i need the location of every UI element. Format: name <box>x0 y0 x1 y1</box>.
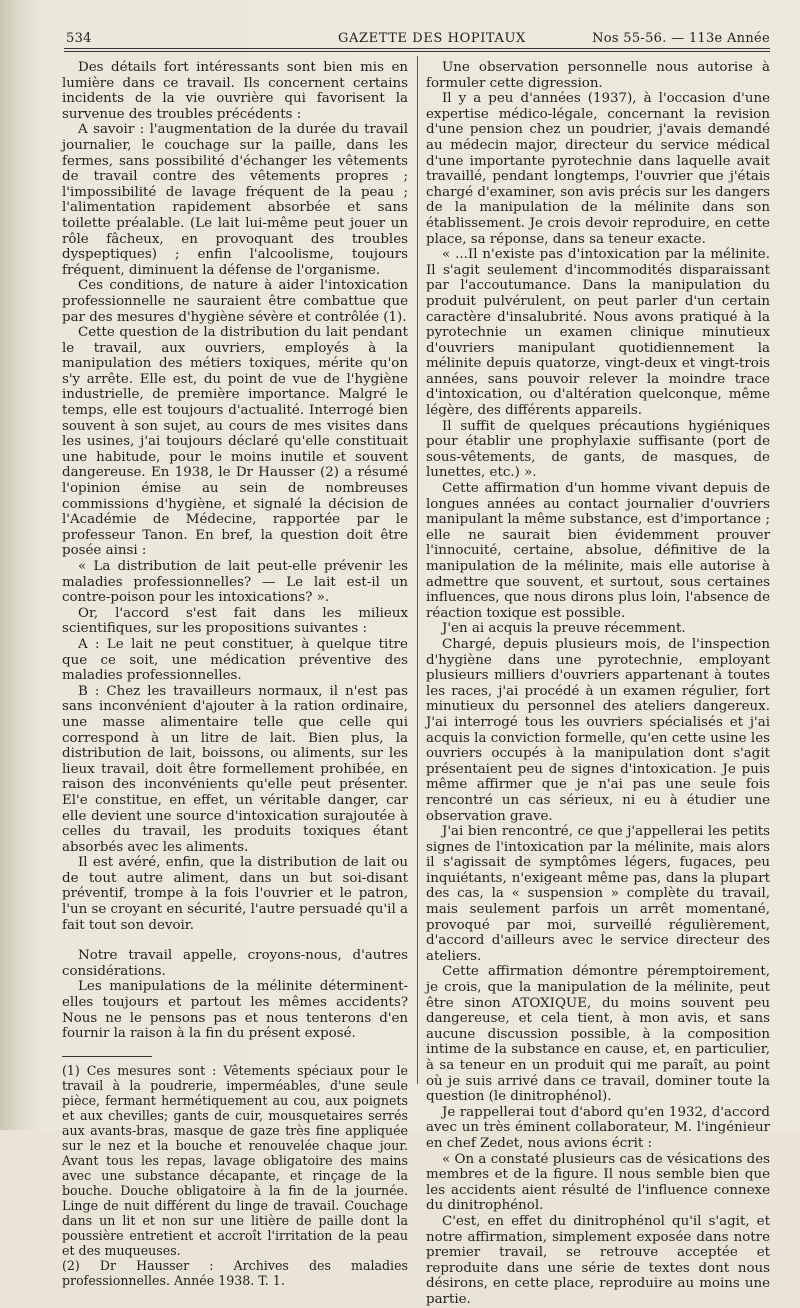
paragraph: Des détails fort intéressants sont bien mis en lumière dans ce travail. Ils concernent certains incidents de la vie ouvrière qui favorisent la survenue des troubles précédents : <box>62 60 408 122</box>
paragraph: Les manipulations de la mélinite déterminent-elles toujours et partout les mêmes accidents? Nous ne le pensons pas et nous tenterons d'en fournir la raison à la fin du présent exposé. <box>62 979 408 1042</box>
paragraph: C'est, en effet du dinitrophénol qu'il s'agit, et notre affirmation, simplement exposée dans notre premier travail, se retrouve acceptée et reproduite dans une série de textes dont nous désirons, en cette place, reproduire au moins une partie. <box>426 1213 770 1307</box>
paragraph: Or, l'accord s'est fait dans les milieux scientifiques, sur les propositions suivantes : <box>62 605 408 637</box>
paragraph: Cette question de la distribution du lait pendant le travail, aux ouvriers, employés à la manipulation des métiers toxiques, mérite qu'on s'y arrête. Elle est, du point de vue de l'hygiène industrielle, de première importance. Malgré le temps, elle est toujours d'actualité. Interrogé bien souvent à son sujet, au cours de mes visites dans les usines, j'ai toujours déclaré qu'elle constituait une habitude, pour le moins inutile et souvent dangereuse. En 1938, le Dr Hausser (2) a résumé l'opinion émise au sein de nombreuses commissions d'hygiène, et signalé la décision de l'Académie de Médecine, rapportée par le professeur Tanon. En bref, la question doit être posée ainsi : <box>62 325 408 559</box>
paragraph: Notre travail appelle, croyons-nous, d'autres considérations. <box>62 948 408 979</box>
issue-number: Nos 55-56. — 113e Année <box>592 31 770 46</box>
footnote-rule <box>62 1056 152 1057</box>
paragraph: « ...Il n'existe pas d'intoxication par la mélinite. Il s'agit seulement d'incommodités disparaissant par l'accoutumance. Dans la manipulation du produit pulvérulent, on peut parler d'un certain caractère d'insalubrité. Nous avons pratiqué à la pyrotechnie un examen clinique minutieux d'ouvriers manipulant quotidiennement la mélinite depuis quatorze, vingt-deux et vingt-trois années, sans pouvoir relever la moindre trace d'intoxication, ou d'altération quelconque, même légère, des différents appareils. <box>426 247 770 419</box>
column-divider <box>417 56 418 1084</box>
paragraph: Il y a peu d'années (1937), à l'occasion d'une expertise médico-légale, concernant la revision d'une pension chez un poudrier, j'avais demandé au médecin major, directeur du service médical d'une importante pyrotechnie dans laquelle avait travaillé, pendant longtemps, l'ouvrier que j'étais chargé d'examiner, son avis précis sur les dangers de la manipulation de la mélinite dans son établissement. Je crois devoir reproduire, en cette place, sa réponse, dans sa teneur exacte. <box>426 91 770 247</box>
page-number: 534 <box>66 31 92 46</box>
header-rule-top <box>64 48 770 49</box>
paragraph: « On a constaté plusieurs cas de vésications des membres et de la figure. Il nous semble bien que les accidents aient résulté de l'influence connexe du dinitrophénol. <box>426 1151 770 1214</box>
paragraph: Ces conditions, de nature à aider l'intoxication professionnelle ne sauraient être combattue que par des mesures d'hygiène sévère et contrôlée (1). <box>62 278 408 325</box>
paragraph: B : Chez les travailleurs normaux, il n'est pas sans inconvénient d'ajouter à la ration ordinaire, une masse alimentaire telle que celle qui correspond à un litre de lait. Bien plus, la distribution de lait, boissons, ou aliments, sur les lieux travail, doit être formellement prohibée, en raison des inconvénients qu'elle peut présenter. El'e constitue, en effet, un véritable danger, car elle devient une source d'intoxication surajoutée à celles du travail, les produits toxiques étant absorbés avec les aliments. <box>62 683 408 855</box>
right-column <box>426 60 770 1308</box>
paragraph: J'ai bien rencontré, ce que j'appellerai les petits signes de l'intoxication par la mélinite, mais alors il s'agissait de symptômes légers, fugaces, peu inquiétants, n'exigeant même pas, dans la plupart des cas, la « suspension » complète du travail, mais seulement parfois un arrêt momentané, provoqué par moi, surveillé régulièrement, d'accord d'ailleurs avec le service directeur des ateliers. <box>426 824 770 964</box>
footnote: (1) Ces mesures sont : Vêtements spéciaux pour le travail à la poudrerie, imperméables, d'une seule pièce, fermant hermétiquement au cou, aux poignets et aux chevilles; gants de cuir, mousquetaires serrés aux avants-bras, masque de gaze très fine appliquée sur le nez et la bouche et renouvelée chaque jour. Avant tous les repas, lavage obligatoire des mains avec une substance décapante, et rinçage de la bouche. Douche obligatoire à la fin de la journée. Linge de nuit différent du linge de travail. Couchage dans un lit et non sur une litière de paille dont la poussière entretient et accroît l'irritation de la peau et des muqueuses. <box>62 1062 408 1258</box>
paragraph: A savoir : l'augmentation de la durée du travail journalier, le couchage sur la paille, dans les fermes, sans possibilité d'échanger les vêtements de travail contre des vêtements propres ; l'impossibilité de lavage fréquent de la peau ; l'alimentation rapidement absorbée et sans toilette préalable. (Le lait lui-même peut jouer un rôle fâcheux, en provoquant des troubles dyspeptiques) ; enfin l'alcoolisme, toujours fréquent, diminuent la défense de l'organisme. <box>62 122 408 278</box>
paragraph: Cette affirmation d'un homme vivant depuis de longues années au contact journalier d'ouvriers manipulant la même substance, est d'importance ; elle ne saurait bien évidemment prouver l'innocuité, certaine, absolue, définitive de la manipulation de la mélinite, mais elle autorise à admettre que souvent, et surtout, sous certaines influences, que nous dirons plus loin, l'absence de réaction toxique est possible. <box>426 481 770 621</box>
header-rule-bottom <box>64 51 770 52</box>
paragraph: Il suffit de quelques précautions hygiéniques pour établir une prophylaxie suffisante (port de sous-vêtements, de gants, de masques, de lunettes, etc.) ». <box>426 418 770 481</box>
left-column <box>62 60 408 1288</box>
paragraph: A : Le lait ne peut constituer, à quelque titre que ce soit, une médication préventive des maladies professionnelles. <box>62 636 408 684</box>
footnote: (2) Dr Hausser : Archives des maladies professionnelles. Année 1938. T. 1. <box>62 1257 408 1288</box>
paragraph: Une observation personnelle nous autorise à formuler cette digression. <box>426 60 770 91</box>
paragraph: Je rappellerai tout d'abord qu'en 1932, d'accord avec un très éminent collaborateur, M. l'ingénieur en chef Zedet, nous avions écrit : <box>426 1104 770 1151</box>
footnotes <box>62 1063 408 1288</box>
journal-title: GAZETTE DES HOPITAUX <box>338 31 526 46</box>
paragraph: « La distribution de lait peut-elle prévenir les maladies professionnelles? — Le lait est-il un contre-poison pour les intoxications? ». <box>62 559 408 606</box>
paragraph: J'en ai acquis la preuve récemment. <box>442 621 686 637</box>
paragraph: Il est avéré, enfin, que la distribution de lait ou de tout autre aliment, dans un but soi-disant préventif, trompe à la fois l'ouvrier et le patron, l'un se croyant en sécurité, l'autre persuadé qu'il a fait tout son devoir. <box>62 855 408 933</box>
paragraph: Chargé, depuis plusieurs mois, de l'inspection d'hygiène dans une pyrotechnie, employant plusieurs milliers d'ouvriers appartenant à toutes les races, j'ai procédé à un examen régulier, fort minutieux du personnel des ateliers dangereux. J'ai interrogé tous les ouvriers spécialisés et j'ai acquis la conviction formelle, qu'en cette usine les ouvriers occupés à la manipulation dont s'agit présentaient peu de signes d'intoxication. Je puis même affirmer que je n'ai pas une seule fois rencontré un cas sérieux, ni eu à étudier une observation grave. <box>426 636 770 824</box>
paragraph: Cette affirmation démontre péremptoirement, je crois, que la manipulation de la mélinite, peut être sinon ATOXIQUE, du moins souvent peu dangereuse, et cela tient, à mon avis, et sans aucune discussion possible, à la composition intime de la substance en cause, et, en particulier, à sa teneur en un produit qui me paraît, au point où je suis arrivé dans ce travail, dominer toute la question (le dinitrophénol). <box>426 964 770 1105</box>
